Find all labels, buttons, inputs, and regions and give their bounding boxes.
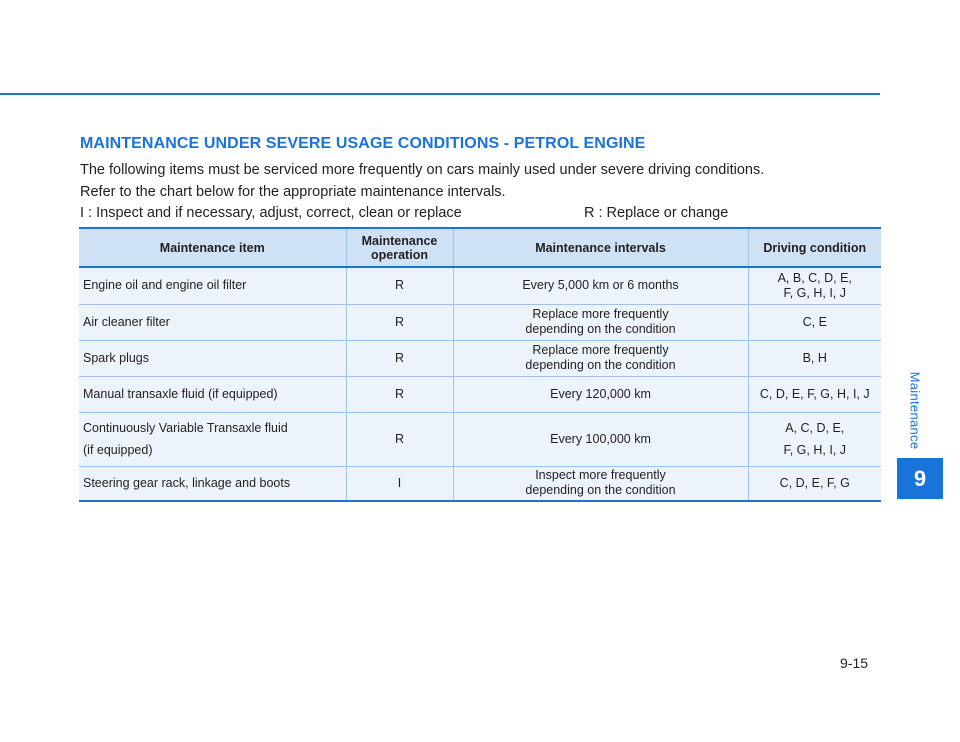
cell-item: Manual transaxle fluid (if equipped) (79, 376, 346, 412)
cell-operation: R (346, 267, 453, 304)
maintenance-table (79, 227, 881, 502)
cell-condition: C, D, E, F, G, H, I, J (748, 376, 881, 412)
top-divider (0, 93, 880, 95)
header-maintenance-operation: Maintenance operation (346, 228, 453, 267)
legend (80, 203, 880, 225)
cell-operation: R (346, 340, 453, 376)
cell-condition: C, E (748, 304, 881, 340)
table-row (79, 267, 881, 304)
cell-condition: C, D, E, F, G (748, 466, 881, 501)
cell-operation: R (346, 304, 453, 340)
cell-interval: Replace more frequently depending on the condition (453, 340, 748, 376)
intro-line-2: Refer to the chart below for the appropriate maintenance intervals. (80, 183, 506, 200)
chapter-tab-label-text: Maintenance (907, 371, 923, 449)
cell-operation: I (346, 466, 453, 501)
cell-condition: A, B, C, D, E, F, G, H, I, J (748, 267, 881, 304)
chapter-number-tab: 9 (897, 458, 943, 499)
table-row (79, 466, 881, 501)
header-driving-condition: Driving condition (748, 228, 881, 267)
intro-text (80, 160, 880, 225)
table-row (79, 412, 881, 466)
legend-inspect: I : Inspect and if necessary, adjust, correct, clean or replace (80, 205, 462, 221)
header-maintenance-item: Maintenance item (79, 228, 346, 267)
cell-operation: R (346, 412, 453, 466)
table-row (79, 376, 881, 412)
cell-interval: Every 120,000 km (453, 376, 748, 412)
cell-condition: A, C, D, E, F, G, H, I, J (748, 412, 881, 466)
cell-interval: Inspect more frequently depending on the condition (453, 466, 748, 501)
table-row (79, 340, 881, 376)
section-title: MAINTENANCE UNDER SEVERE USAGE CONDITIONS - PETROL ENGINE (80, 135, 646, 152)
cell-item: Engine oil and engine oil filter (79, 267, 346, 304)
intro-line-1: The following items must be serviced more frequently on cars mainly used under severe driving conditions. (80, 162, 765, 178)
cell-interval: Replace more frequently depending on the condition (453, 304, 748, 340)
legend-replace: R : Replace or change (584, 205, 729, 221)
cell-interval: Every 5,000 km or 6 months (453, 267, 748, 304)
cell-item: Continuously Variable Transaxle fluid (if equipped) (79, 412, 346, 466)
cell-item: Air cleaner filter (79, 304, 346, 340)
table-row (79, 304, 881, 340)
chapter-tab-label (900, 368, 930, 452)
cell-condition: B, H (748, 340, 881, 376)
page-number: 9-15 (840, 655, 869, 671)
cell-operation: R (346, 376, 453, 412)
cell-interval: Every 100,000 km (453, 412, 748, 466)
header-maintenance-intervals: Maintenance intervals (453, 228, 748, 267)
table-header-row (79, 228, 881, 267)
cell-item: Spark plugs (79, 340, 346, 376)
cell-item: Steering gear rack, linkage and boots (79, 466, 346, 501)
